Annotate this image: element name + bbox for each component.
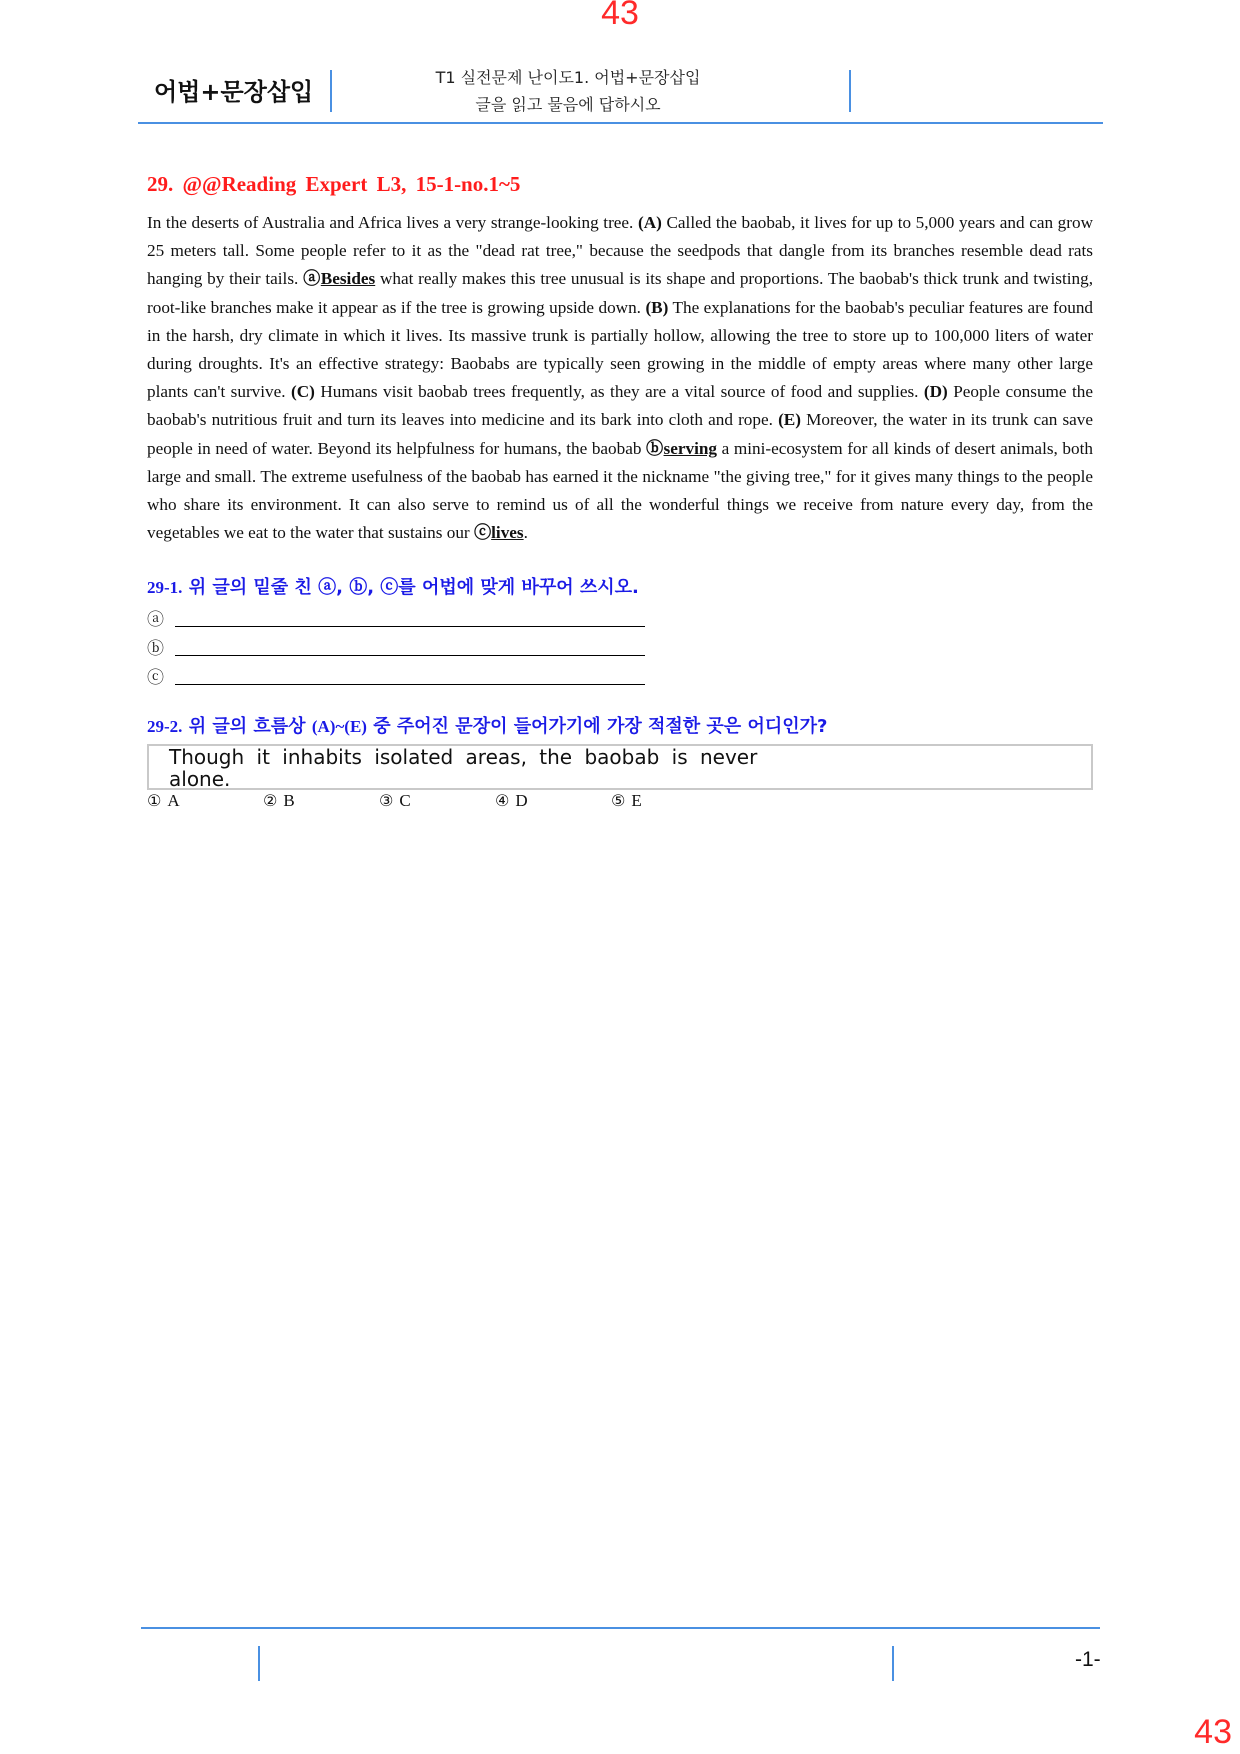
- circle-a: ⓐ: [303, 269, 321, 289]
- page-number-top: 43: [601, 0, 639, 32]
- section-title: 어법+문장삽입: [154, 78, 314, 106]
- marker-c: (C): [291, 382, 315, 402]
- answer-blank-b[interactable]: [175, 637, 645, 656]
- page-header: [138, 64, 1103, 124]
- choice-4[interactable]: ④ D: [495, 791, 528, 811]
- answer-label-c: ⓒ: [147, 668, 164, 689]
- header-subtitle-line1: T1 실전문제 난이도1. 어법+문장삽입: [435, 68, 701, 87]
- footer-rule: [141, 1627, 1100, 1629]
- circle-c: ⓒ: [473, 523, 492, 543]
- answer-label-a: ⓐ: [147, 610, 164, 631]
- sub-question-2: 29-2. 위 글의 흐름상 (A)~(E) 중 주어진 문장이 들어가기에 가장 적절한 곳은 어디인가?: [147, 716, 828, 738]
- header-divider-right: [849, 70, 851, 112]
- footer-page-label: -1-: [1075, 1648, 1101, 1671]
- circle-b: ⓑ: [646, 438, 664, 458]
- reading-passage: In the deserts of Australia and Africa lives a very strange-looking tree. (A) Called the baobab, it lives for up to 5,000 years and can grow 25 meters tall. Some people refer to it as the "dead rat tree," because the seedpods that dangle from its branches resemble dead rats hanging by their tails. ⓐBesides what really makes this tree unusual is its shape and proportions. The baobab's thick trunk and twisting, root-like branches make it appear as if the tree is growing upside down. (B) The explanations for the baobab's peculiar features are found in the harsh, dry climate in which it lives. Its massive trunk is partially hollow, allowing the tree to store up to 100,000 liters of water during droughts. It's an effective strategy: Baobabs are typically seen growing in the middle of empty areas where many other large plants can't survive. (C) Humans visit baobab trees frequently, as they are a vital source of food and supplies. (D) People consume the baobab's nutritious fruit and turn its leaves into medicine and its bark into cloth and rope. (E) Moreover, the water in its trunk can save people in need of water. Beyond its helpfulness for humans, the baobab ⓑserving a mini-ecosystem for all kinds of desert animals, both large and small. The extreme usefulness of the baobab has earned it the nickname "the giving tree," for it gives many things to the people who share its environment. It can also serve to remind us of all the wonderful things we receive from nature every day, from the vegetables we eat to the water that sustains our ⓒlives.: [147, 213, 1094, 543]
- choice-2[interactable]: ② B: [263, 791, 295, 811]
- choice-3[interactable]: ③ C: [379, 791, 411, 811]
- header-divider-left: [330, 70, 332, 112]
- answer-line-c[interactable]: [147, 661, 1093, 690]
- answer-blank-c[interactable]: [175, 666, 645, 685]
- marker-e: (E): [778, 410, 801, 430]
- choice-1[interactable]: ① A: [147, 791, 180, 811]
- question-content: [147, 172, 1093, 812]
- given-sentence-line1: Though it inhabits isolated areas, the baobab is never: [169, 745, 758, 770]
- answer-blank-a[interactable]: [175, 608, 645, 627]
- answer-label-b: ⓑ: [147, 639, 164, 660]
- marker-a: (A): [637, 213, 662, 232]
- answer-line-b[interactable]: [147, 632, 1093, 661]
- underlined-b: serving: [663, 438, 718, 458]
- answer-line-a[interactable]: [147, 603, 1093, 632]
- choice-5[interactable]: ⑤ E: [611, 791, 642, 811]
- footer-divider-right: [892, 1646, 894, 1681]
- header-subtitle: [378, 64, 758, 118]
- marker-d: (D): [923, 382, 948, 402]
- sub-question-1: 29-1. 위 글의 밑줄 친 ⓐ, ⓑ, ⓒ를 어법에 맞게 바꾸어 쓰시오.: [147, 577, 639, 599]
- given-sentence-line2: alone.: [169, 767, 231, 792]
- footer-divider-left: [258, 1646, 260, 1681]
- marker-b: (B): [645, 297, 669, 317]
- underlined-c: lives: [491, 523, 524, 543]
- question-title: 29. @@Reading Expert L3, 15-1-no.1~5: [147, 172, 521, 196]
- header-subtitle-line2: 글을 읽고 물음에 답하시오: [475, 95, 661, 114]
- page-number-bottom: 43: [1194, 1713, 1232, 1751]
- header-rule: [138, 122, 1103, 124]
- answer-choices: [147, 790, 1093, 812]
- given-sentence-box: [147, 744, 1093, 790]
- underlined-a: Besides: [320, 269, 376, 289]
